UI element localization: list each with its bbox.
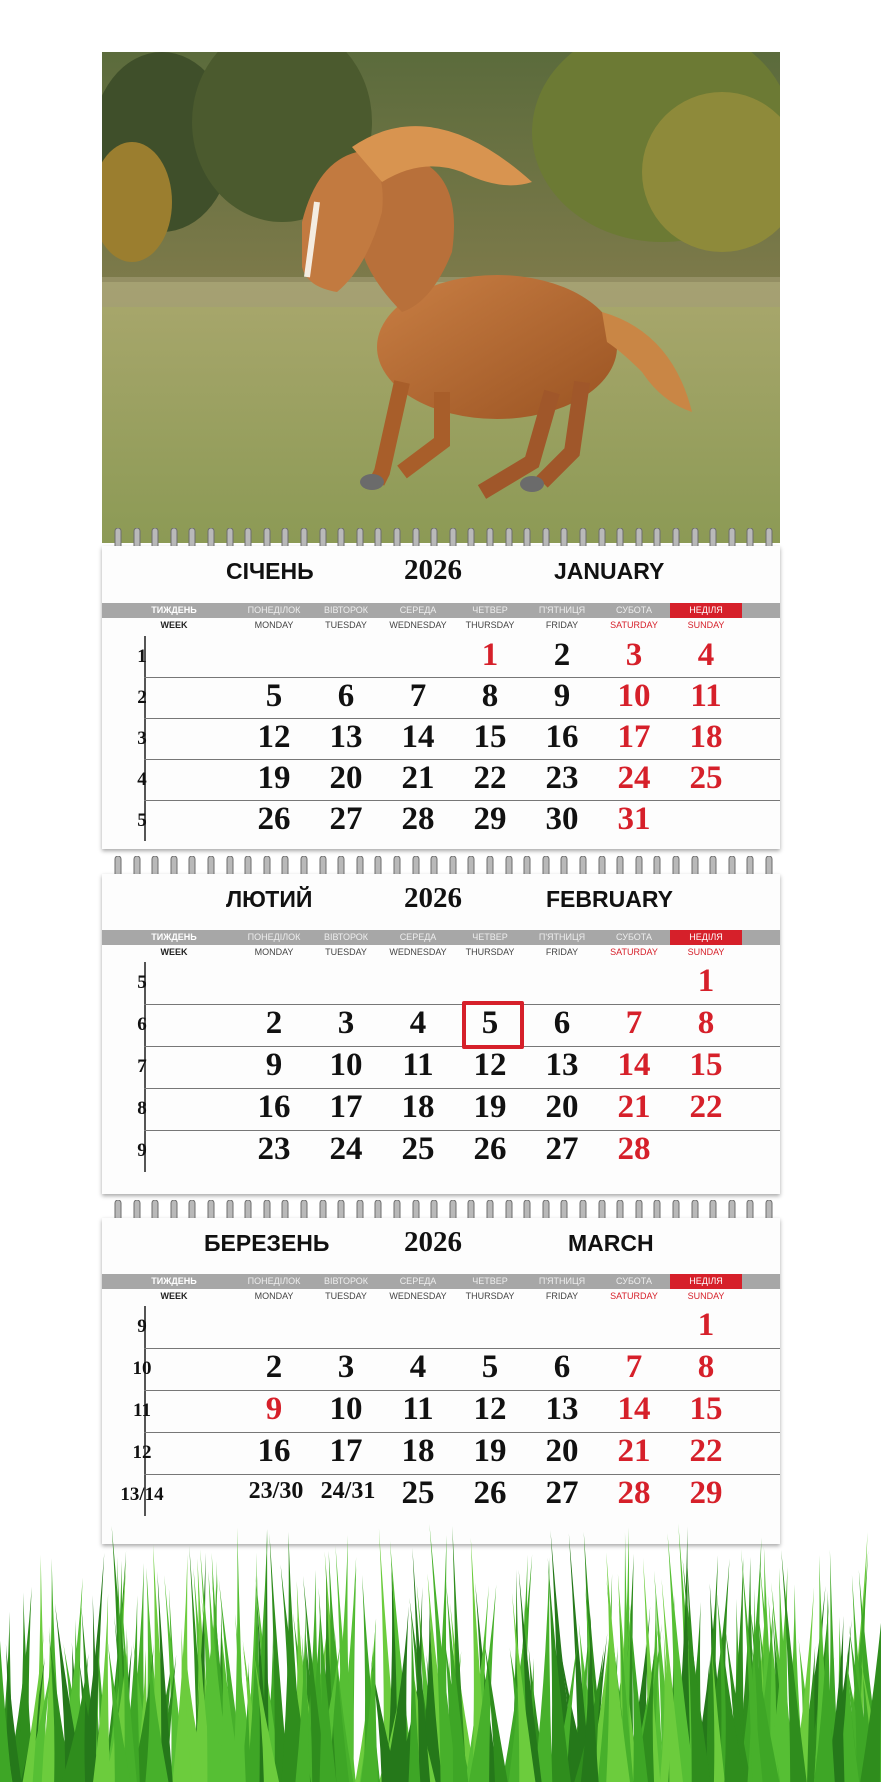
week-number: 7 <box>137 1056 147 1077</box>
day-cell[interactable]: 6 <box>337 678 355 714</box>
day-cell[interactable]: 5 <box>481 1005 499 1041</box>
header-sat-en: SATURDAY <box>610 947 658 957</box>
today-marker <box>462 1001 524 1049</box>
day-cell[interactable]: 24/31 <box>320 1478 376 1504</box>
day-cell[interactable]: 19 <box>473 1089 507 1125</box>
day-cell[interactable]: 25 <box>401 1475 435 1511</box>
week-number: 4 <box>137 769 147 790</box>
day-cell[interactable]: 10 <box>329 1391 363 1427</box>
day-grid <box>102 1218 780 1544</box>
day-cell[interactable]: 2 <box>553 637 571 673</box>
week-number: 5 <box>137 972 147 993</box>
day-cell[interactable]: 24 <box>617 760 651 796</box>
day-cell[interactable]: 22 <box>473 760 507 796</box>
day-cell[interactable]: 23/30 <box>248 1478 304 1504</box>
header-week: ТИЖДЕНЬ <box>151 605 197 615</box>
header-wed-en: WEDNESDAY <box>389 947 447 957</box>
day-grid <box>102 874 780 1194</box>
day-cell[interactable]: 21 <box>617 1089 651 1125</box>
header-mon: ПОНЕДІЛОК <box>247 1276 301 1286</box>
day-cell[interactable]: 17 <box>329 1089 363 1125</box>
week-number: 9 <box>137 1316 147 1337</box>
day-cell[interactable]: 27 <box>329 801 363 837</box>
header-tue: ВІВТОРОК <box>323 605 369 615</box>
day-cell[interactable]: 26 <box>473 1131 507 1167</box>
header-fri: П'ЯТНИЦЯ <box>538 605 586 615</box>
week-number: 2 <box>137 687 147 708</box>
day-cell[interactable]: 12 <box>257 719 291 755</box>
day-cell[interactable]: 26 <box>473 1475 507 1511</box>
day-cell[interactable]: 3 <box>337 1005 355 1041</box>
day-cell[interactable]: 22 <box>689 1433 723 1469</box>
header-sat: СУБОТА <box>616 605 652 615</box>
day-cell[interactable]: 10 <box>617 678 651 714</box>
month-name-en: JANUARY <box>554 558 665 584</box>
day-cell[interactable]: 28 <box>617 1131 651 1167</box>
header-sun: НЕДІЛЯ <box>670 603 742 618</box>
day-cell[interactable]: 1 <box>697 963 715 999</box>
day-cell[interactable]: 15 <box>689 1047 723 1083</box>
day-cell[interactable]: 25 <box>689 760 723 796</box>
header-thu: ЧЕТВЕР <box>472 932 508 942</box>
day-cell[interactable]: 22 <box>689 1089 723 1125</box>
day-cell[interactable]: 6 <box>553 1349 571 1385</box>
day-cell[interactable]: 12 <box>473 1047 507 1083</box>
day-cell[interactable]: 3 <box>625 637 643 673</box>
header-fri-en: FRIDAY <box>545 947 579 957</box>
day-cell[interactable]: 8 <box>481 678 499 714</box>
header-wed: СЕРЕДА <box>399 1276 437 1286</box>
day-cell[interactable]: 8 <box>697 1349 715 1385</box>
header-tue-en: TUESDAY <box>325 947 367 957</box>
header-tue-en: TUESDAY <box>325 1291 367 1301</box>
header-mon-en: MONDAY <box>254 1291 294 1301</box>
day-cell[interactable]: 5 <box>265 678 283 714</box>
day-cell[interactable]: 29 <box>473 801 507 837</box>
day-grid <box>102 546 780 849</box>
day-cell[interactable]: 4 <box>697 637 715 673</box>
day-cell[interactable]: 18 <box>401 1089 435 1125</box>
header-week-en: WEEK <box>160 947 188 957</box>
day-cell[interactable]: 9 <box>265 1391 283 1427</box>
day-cell[interactable]: 23 <box>257 1131 291 1167</box>
month-name-ua: СІЧЕНЬ <box>226 558 314 584</box>
day-cell[interactable]: 19 <box>473 1433 507 1469</box>
day-cell[interactable]: 2 <box>265 1349 283 1385</box>
horse-photo <box>102 52 780 543</box>
month-march <box>102 1218 780 1544</box>
day-cell[interactable]: 26 <box>257 801 291 837</box>
header-sun: НЕДІЛЯ <box>670 930 742 945</box>
day-cell[interactable]: 5 <box>481 1349 499 1385</box>
day-cell[interactable]: 21 <box>617 1433 651 1469</box>
day-cell[interactable]: 9 <box>265 1047 283 1083</box>
header-thu: ЧЕТВЕР <box>472 605 508 615</box>
header-thu: ЧЕТВЕР <box>472 1276 508 1286</box>
header-thu-en: THURSDAY <box>465 947 515 957</box>
day-cell[interactable]: 16 <box>545 719 579 755</box>
week-number: 9 <box>137 1140 147 1161</box>
header-mon-en: MONDAY <box>254 947 294 957</box>
day-cell[interactable]: 13 <box>329 719 363 755</box>
month-february <box>102 874 780 1194</box>
day-cell[interactable]: 12 <box>473 1391 507 1427</box>
day-cell[interactable]: 4 <box>409 1005 427 1041</box>
week-number: 3 <box>137 728 147 749</box>
header-fri-en: FRIDAY <box>545 1291 579 1301</box>
header-sat: СУБОТА <box>616 1276 652 1286</box>
week-number: 5 <box>137 810 147 831</box>
month-year: 2026 <box>404 1226 462 1258</box>
day-cell[interactable]: 29 <box>689 1475 723 1511</box>
day-cell[interactable]: 23 <box>545 760 579 796</box>
month-name-ua: ЛЮТИЙ <box>226 886 313 912</box>
header-wed-en: WEDNESDAY <box>389 1291 447 1301</box>
day-cell[interactable]: 7 <box>409 678 427 714</box>
day-cell[interactable]: 2 <box>265 1005 283 1041</box>
day-cell[interactable]: 3 <box>337 1349 355 1385</box>
day-cell[interactable]: 30 <box>545 801 579 837</box>
day-cell[interactable]: 15 <box>473 719 507 755</box>
day-cell[interactable]: 13 <box>545 1047 579 1083</box>
day-cell[interactable]: 20 <box>329 760 363 796</box>
header-wed-en: WEDNESDAY <box>389 620 447 630</box>
header-sat-en: SATURDAY <box>610 620 658 630</box>
header-sun-en: SUNDAY <box>687 947 725 957</box>
header-week-en: WEEK <box>160 1291 188 1301</box>
day-cell[interactable]: 13 <box>545 1391 579 1427</box>
day-cell[interactable]: 14 <box>617 1391 651 1427</box>
header-week: ТИЖДЕНЬ <box>151 1276 197 1286</box>
week-number: 11 <box>133 1400 151 1421</box>
day-cell[interactable]: 25 <box>401 1131 435 1167</box>
day-cell[interactable]: 19 <box>257 760 291 796</box>
day-cell[interactable]: 28 <box>401 801 435 837</box>
header-mon: ПОНЕДІЛОК <box>247 932 301 942</box>
day-cell[interactable]: 27 <box>545 1475 579 1511</box>
day-cell[interactable]: 18 <box>401 1433 435 1469</box>
day-cell[interactable]: 6 <box>553 1005 571 1041</box>
header-sat-en: SATURDAY <box>610 1291 658 1301</box>
day-cell[interactable]: 7 <box>625 1349 643 1385</box>
header-mon-en: MONDAY <box>254 620 294 630</box>
day-cell[interactable]: 8 <box>697 1005 715 1041</box>
month-january <box>102 546 780 849</box>
day-cell[interactable]: 1 <box>481 637 499 673</box>
week-number: 10 <box>132 1358 152 1379</box>
header-sun-en: SUNDAY <box>687 1291 725 1301</box>
day-cell[interactable]: 10 <box>329 1047 363 1083</box>
header-week: ТИЖДЕНЬ <box>151 932 197 942</box>
day-cell[interactable]: 4 <box>409 1349 427 1385</box>
day-cell[interactable]: 20 <box>545 1089 579 1125</box>
header-thu-en: THURSDAY <box>465 1291 515 1301</box>
day-cell[interactable]: 11 <box>402 1391 434 1427</box>
day-cell[interactable]: 15 <box>689 1391 723 1427</box>
day-cell[interactable]: 11 <box>690 678 722 714</box>
day-cell[interactable]: 1 <box>697 1307 715 1343</box>
day-cell[interactable]: 31 <box>617 801 651 837</box>
grass-border <box>0 1518 881 1782</box>
month-year: 2026 <box>404 554 462 586</box>
header-fri: П'ЯТНИЦЯ <box>538 1276 586 1286</box>
day-cell[interactable]: 16 <box>257 1089 291 1125</box>
day-cell[interactable]: 7 <box>625 1005 643 1041</box>
day-cell[interactable]: 17 <box>329 1433 363 1469</box>
day-cell[interactable]: 9 <box>553 678 571 714</box>
week-number: 1 <box>137 646 147 667</box>
day-cell[interactable]: 11 <box>402 1047 434 1083</box>
header-fri: П'ЯТНИЦЯ <box>538 932 586 942</box>
day-cell[interactable]: 27 <box>545 1131 579 1167</box>
week-number: 6 <box>137 1014 147 1035</box>
header-tue: ВІВТОРОК <box>323 932 369 942</box>
month-year: 2026 <box>404 882 462 914</box>
week-number: 8 <box>137 1098 147 1119</box>
header-mon: ПОНЕДІЛОК <box>247 605 301 615</box>
header-wed: СЕРЕДА <box>399 932 437 942</box>
header-tue: ВІВТОРОК <box>323 1276 369 1286</box>
header-sun-en: SUNDAY <box>687 620 725 630</box>
header-sun: НЕДІЛЯ <box>670 1274 742 1289</box>
month-name-en: MARCH <box>568 1230 654 1256</box>
header-thu-en: THURSDAY <box>465 620 515 630</box>
week-number: 12 <box>132 1442 152 1463</box>
day-cell[interactable]: 21 <box>401 760 435 796</box>
header-sat: СУБОТА <box>616 932 652 942</box>
day-cell[interactable]: 20 <box>545 1433 579 1469</box>
day-cell[interactable]: 28 <box>617 1475 651 1511</box>
day-cell[interactable]: 16 <box>257 1433 291 1469</box>
day-cell[interactable]: 14 <box>401 719 435 755</box>
day-cell[interactable]: 24 <box>329 1131 363 1167</box>
week-number: 13/14 <box>120 1484 164 1505</box>
month-name-en: FEBRUARY <box>546 886 673 912</box>
header-tue-en: TUESDAY <box>325 620 367 630</box>
header-week-en: WEEK <box>160 620 188 630</box>
header-fri-en: FRIDAY <box>545 620 579 630</box>
day-cell[interactable]: 14 <box>617 1047 651 1083</box>
month-name-ua: БЕРЕЗЕНЬ <box>204 1230 330 1256</box>
day-cell[interactable]: 18 <box>689 719 723 755</box>
day-cell[interactable]: 17 <box>617 719 651 755</box>
header-wed: СЕРЕДА <box>399 605 437 615</box>
